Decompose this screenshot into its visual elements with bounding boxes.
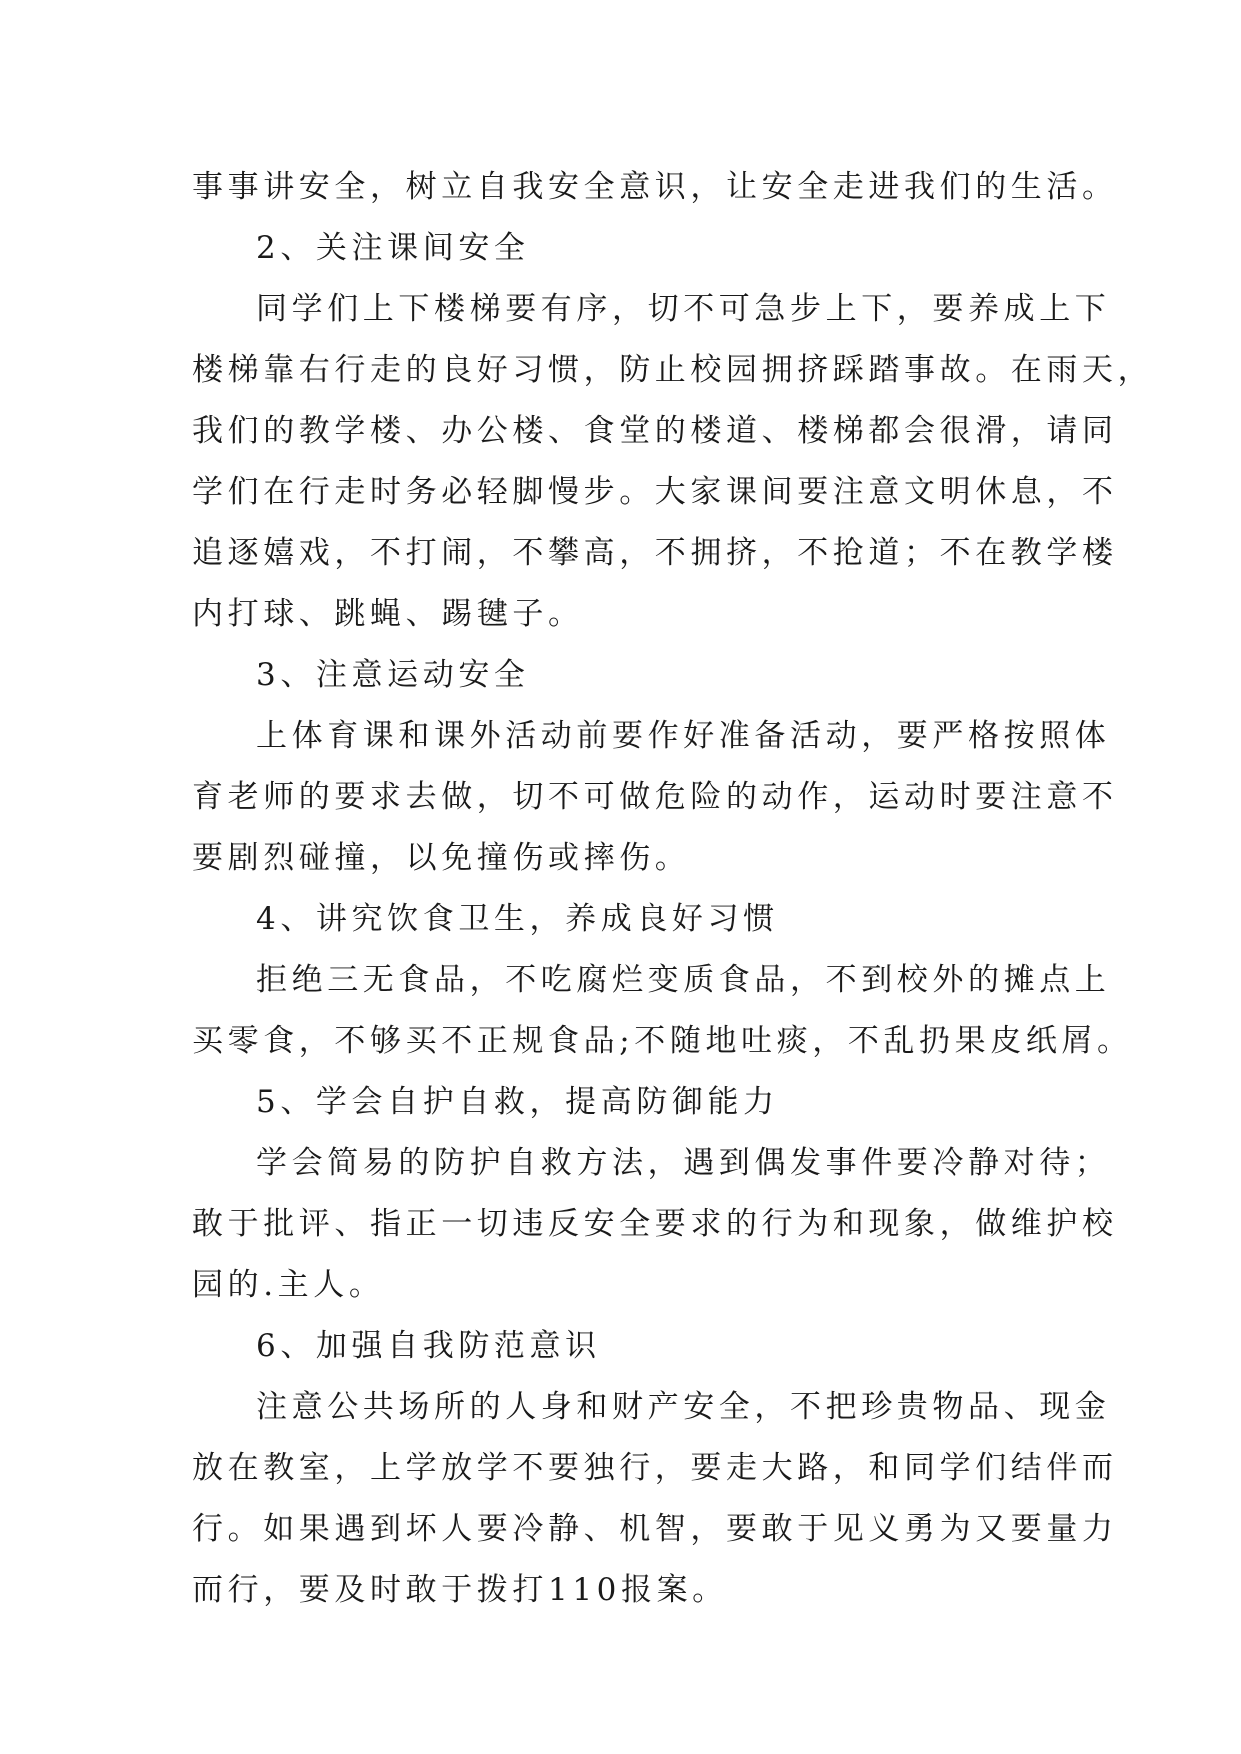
paragraph-line: 要剧烈碰撞，以免撞伤或摔伤。 <box>192 840 691 876</box>
section-heading: 4、讲究饮食卫生，养成良好习惯 <box>256 901 779 937</box>
paragraph-line: 我们的教学楼、办公楼、食堂的楼道、楼梯都会很滑，请同 <box>192 413 1118 449</box>
section-heading: 6、加强自我防范意识 <box>256 1328 601 1364</box>
paragraph-line: 学会简易的防护自救方法，遇到偶发事件要冷静对待； <box>256 1145 1111 1181</box>
paragraph-line: 学们在行走时务必轻脚慢步。大家课间要注意文明休息，不 <box>192 474 1118 510</box>
section-heading: 5、学会自护自救，提高防御能力 <box>256 1084 779 1120</box>
document-body <box>192 157 1154 1621</box>
paragraph-line: 楼梯靠右行走的良好习惯，防止校园拥挤踩踏事故。在雨天， <box>192 352 1154 388</box>
paragraph-line: 放在教室，上学放学不要独行，要走大路，和同学们结伴而 <box>192 1450 1118 1486</box>
paragraph-line: 注意公共场所的人身和财产安全，不把珍贵物品、现金 <box>256 1389 1111 1425</box>
paragraph-line: 事事讲安全，树立自我安全意识，让安全走进我们的生活。 <box>192 169 1118 205</box>
paragraph-line: 敢于批评、指正一切违反安全要求的行为和现象，做维护校 <box>192 1206 1118 1242</box>
paragraph-line: 追逐嬉戏，不打闹，不攀高，不拥挤，不抢道；不在教学楼 <box>192 535 1118 571</box>
paragraph-line: 而行，要及时敢于拨打110报案。 <box>192 1572 728 1608</box>
paragraph-line: 拒绝三无食品，不吃腐烂变质食品，不到校外的摊点上 <box>256 962 1111 998</box>
paragraph-line: 上体育课和课外活动前要作好准备活动，要严格按照体 <box>256 718 1111 754</box>
paragraph-line: 同学们上下楼梯要有序，切不可急步上下，要养成上下 <box>256 291 1111 327</box>
paragraph-line: 育老师的要求去做，切不可做危险的动作，运动时要注意不 <box>192 779 1118 815</box>
section-heading: 3、注意运动安全 <box>256 657 530 693</box>
paragraph-line: 买零食，不够买不正规食品;不随地吐痰，不乱扔果皮纸屑。 <box>192 1023 1133 1059</box>
paragraph-line: 园的.主人。 <box>192 1267 385 1303</box>
section-heading: 2、关注课间安全 <box>256 230 530 266</box>
paragraph-line: 行。如果遇到坏人要冷静、机智，要敢于见义勇为又要量力 <box>192 1511 1118 1547</box>
paragraph-line: 内打球、跳蝇、踢毽子。 <box>192 596 584 632</box>
